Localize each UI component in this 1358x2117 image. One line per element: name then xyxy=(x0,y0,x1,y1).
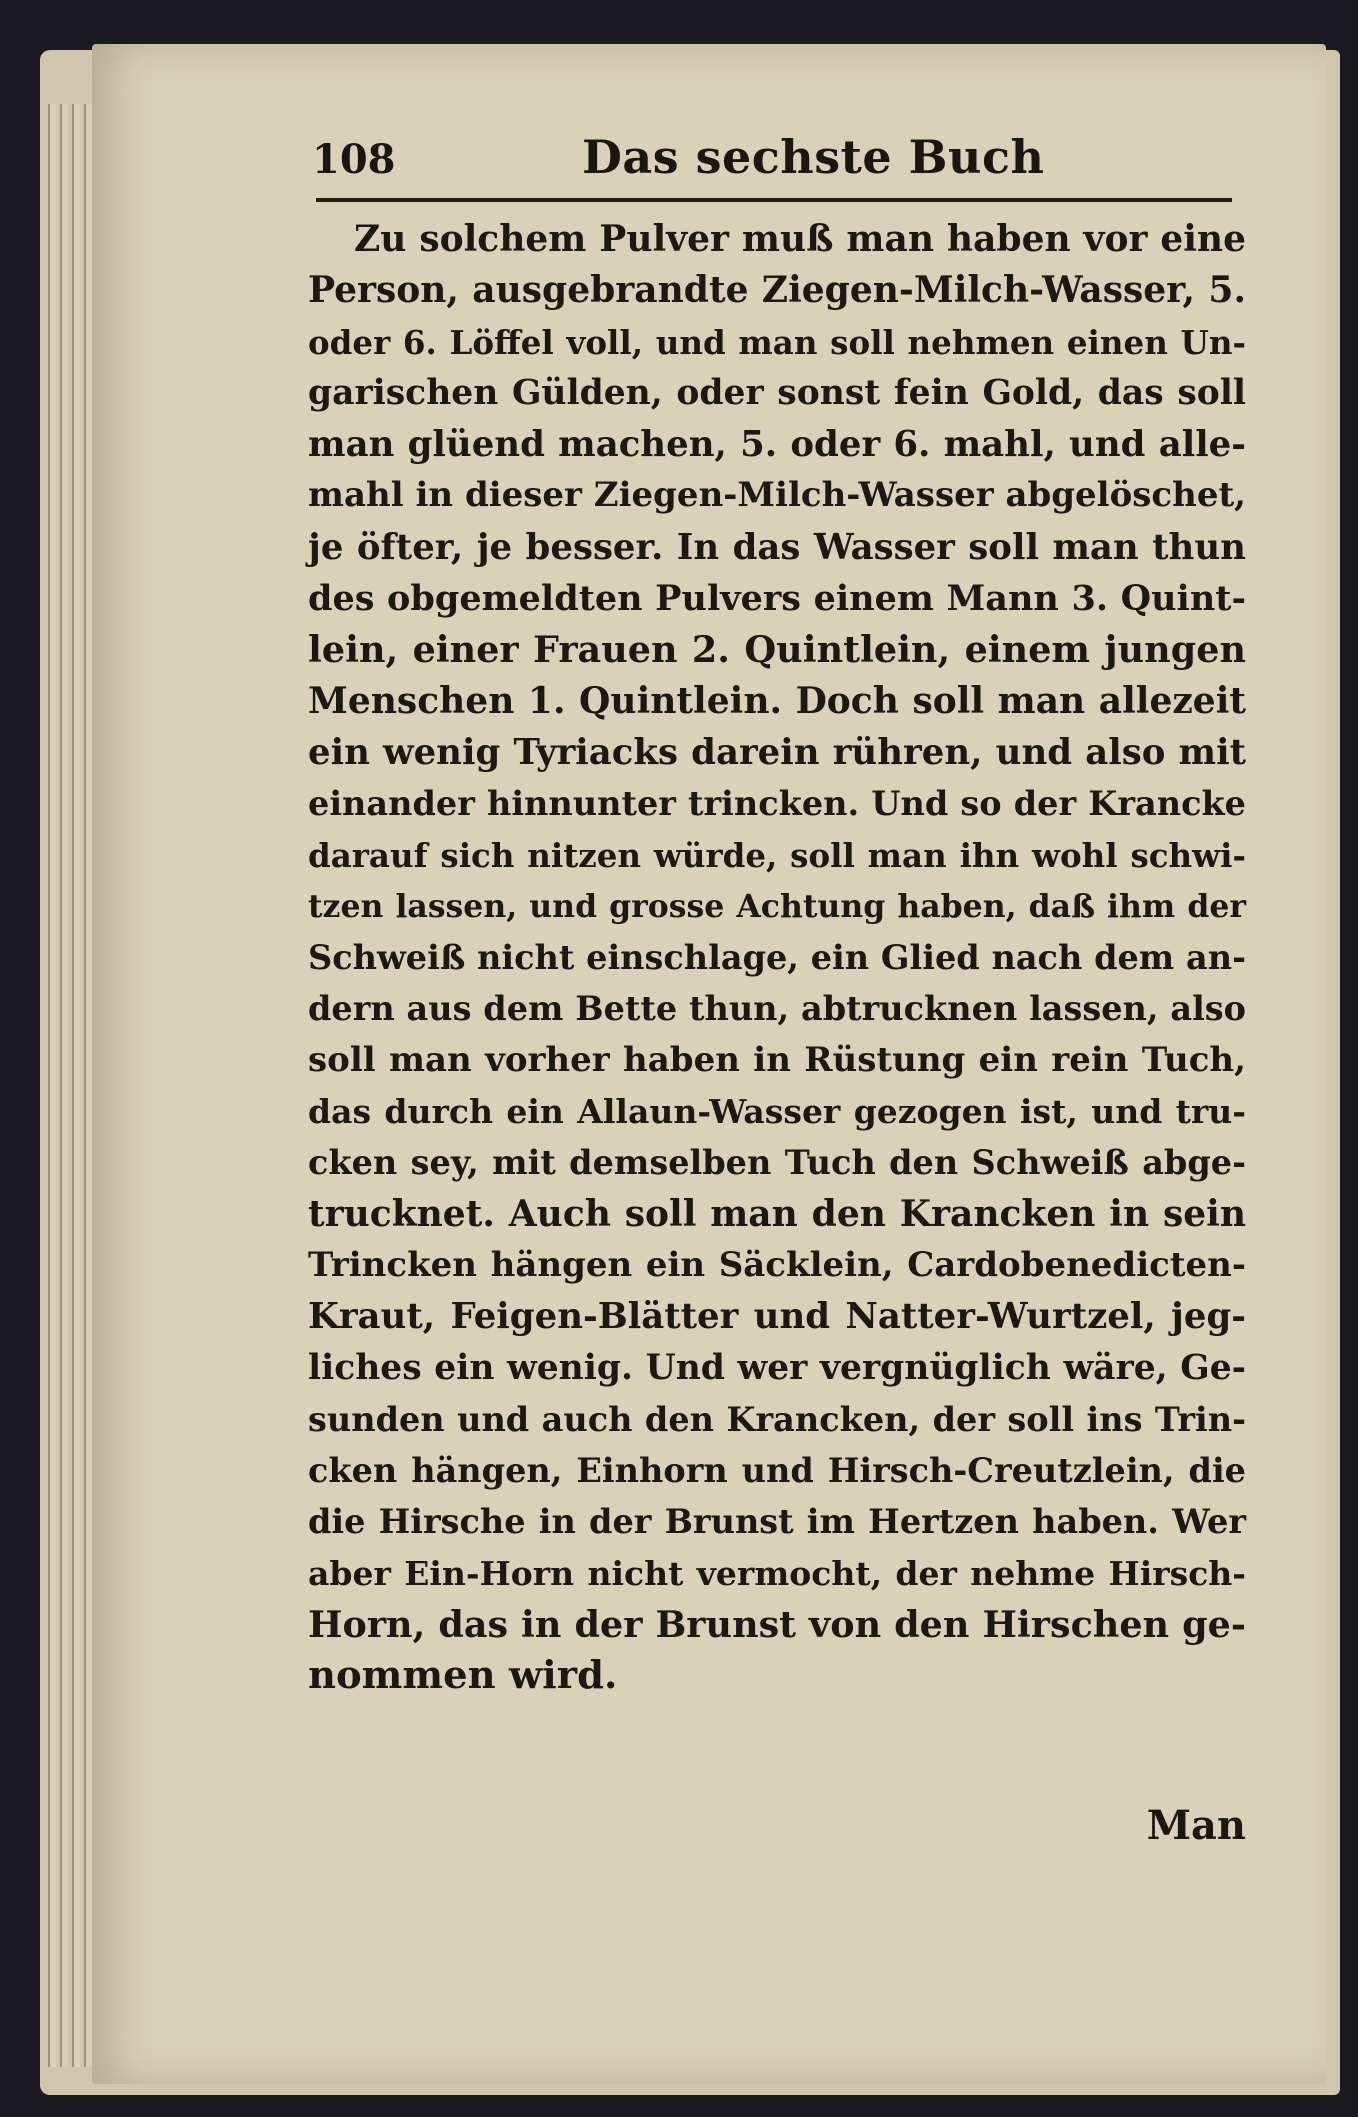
text-line: ein wenig Tyriacks darein rühren, und also mit xyxy=(308,731,1246,773)
text-line: je öfter, je besser. In das Wasser soll man thun xyxy=(308,526,1246,568)
page-edge xyxy=(72,104,80,2067)
running-title: Das sechste Buch xyxy=(582,130,1045,184)
text-line: garischen Gülden, oder sonst fein Gold, das soll xyxy=(308,372,1246,413)
catchword: Man xyxy=(1146,1802,1246,1849)
page-edge xyxy=(48,104,56,2067)
text-line: man glüend machen, 5. oder 6. mahl, und alle- xyxy=(308,424,1246,466)
text-line: oder 6. Löffel voll, und man soll nehmen einen Un- xyxy=(308,322,1246,362)
page-edge xyxy=(60,104,68,2067)
text-line: die Hirsche in der Brunst im Hertzen haben. Wer xyxy=(308,1502,1246,1542)
text-line: aber Ein-Horn nicht vermocht, der nehme Hirsch- xyxy=(308,1553,1246,1593)
header-rule xyxy=(316,198,1232,202)
text-line: des obgemeldten Pulvers einem Mann 3. Quint- xyxy=(308,578,1246,620)
text-line: tzen lassen, und grosse Achtung haben, daß ihm der xyxy=(308,887,1246,925)
text-line: Trincken hängen ein Säcklein, Cardobenedicten- xyxy=(308,1244,1246,1285)
text-line: sunden und auch den Krancken, der soll ins Trin- xyxy=(308,1399,1246,1439)
text-line: soll man vorher haben in Rüstung ein rein Tuch, xyxy=(308,1039,1246,1080)
text-line: Person, ausgebrandte Ziegen-Milch-Wasser, 5. xyxy=(308,269,1246,312)
text-line: cken sey, mit demselben Tuch den Schweiß abge- xyxy=(308,1143,1246,1183)
text-line: Horn, das in der Brunst von den Hirschen ge- xyxy=(308,1603,1246,1647)
text-line: trucknet. Auch soll man den Krancken in sein xyxy=(308,1192,1246,1235)
text-line: nommen wird. xyxy=(308,1653,618,1699)
text-line: einander hinnunter trincken. Und so der Krancke xyxy=(308,784,1246,824)
text-line: darauf sich nitzen würde, soll man ihn wohl schwi- xyxy=(308,835,1246,875)
running-head xyxy=(312,130,1232,190)
page-edge xyxy=(84,104,92,2067)
text-line: Menschen 1. Quintlein. Doch soll man allezeit xyxy=(308,679,1246,722)
text-line: dern aus dem Bette thun, abtrucknen lassen, also xyxy=(308,989,1246,1029)
text-line: cken hängen, Einhorn und Hirsch-Creutzlein, die xyxy=(308,1451,1246,1491)
text-line: Schweiß nicht einschlage, ein Glied nach dem an- xyxy=(308,938,1246,978)
page-number: 108 xyxy=(312,136,396,183)
text-line: Zu solchem Pulver muß man haben vor eine xyxy=(354,218,1246,260)
text-line: Kraut, Feigen-Blätter und Natter-Wurtzel, jeg- xyxy=(308,1296,1246,1338)
text-line: mahl in dieser Ziegen-Milch-Wasser abgelöschet, xyxy=(308,475,1247,516)
text-line: das durch ein Allaun-Wasser gezogen ist, und tru- xyxy=(308,1092,1246,1132)
text-line: liches ein wenig. Und wer vergnüglich wäre, Ge- xyxy=(308,1347,1246,1388)
text-line: lein, einer Frauen 2. Quintlein, einem jungen xyxy=(308,628,1246,672)
body-text xyxy=(308,214,1246,1702)
